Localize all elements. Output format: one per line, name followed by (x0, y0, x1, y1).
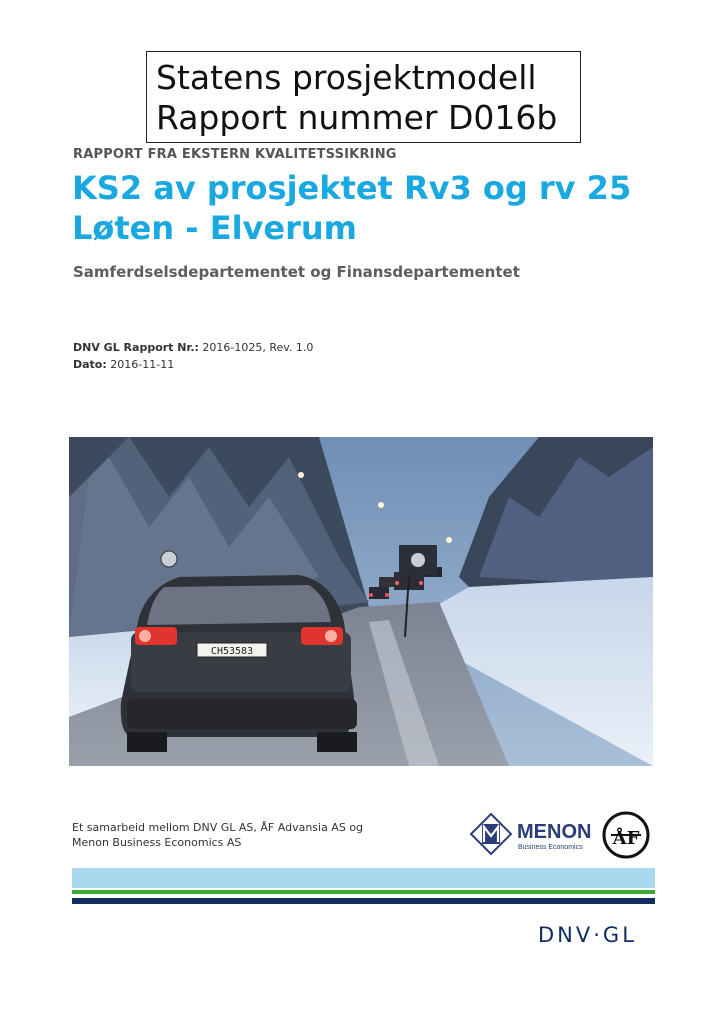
menon-tagline: Business Economics (518, 844, 583, 851)
footer-band-light (72, 868, 655, 888)
menon-name: MENON (517, 821, 591, 843)
report-date-label: Dato: (73, 358, 107, 371)
cover-photo (69, 437, 653, 766)
collaboration-line-2: Menon Business Economics AS (72, 836, 242, 849)
report-date (73, 358, 174, 371)
footer-band-navy (72, 898, 655, 904)
af-logo (601, 810, 651, 860)
collaboration-line-1: Et samarbeid mellom DNV GL AS, ÅF Advansia AS og (72, 821, 364, 834)
menon-logo (469, 812, 591, 858)
report-kicker: RAPPORT FRA EKSTERN KVALITETSSIKRING (73, 147, 397, 162)
report-number-label: DNV GL Rapport Nr.: (73, 341, 199, 354)
report-title: KS2 av prosjektet Rv3 og rv 25 Løten - Elverum (72, 169, 632, 247)
dnvgl-logo: DNV·GL (538, 923, 637, 947)
collaboration-text (72, 820, 392, 850)
stamp-line-2: Rapport nummer D016b (156, 98, 558, 137)
report-number-stamp (146, 51, 581, 143)
af-letters: ÅF (612, 828, 640, 849)
report-number (73, 341, 313, 354)
stamp-line-1: Statens prosjektmodell (156, 58, 537, 97)
report-number-value: 2016-1025, Rev. 1.0 (202, 341, 314, 354)
license-plate: CH53583 (210, 646, 254, 657)
report-subtitle: Samferdselsdepartementet og Finansdepartementet (73, 263, 520, 281)
footer-band-gap (72, 894, 655, 897)
report-date-value: 2016-11-11 (110, 358, 175, 371)
